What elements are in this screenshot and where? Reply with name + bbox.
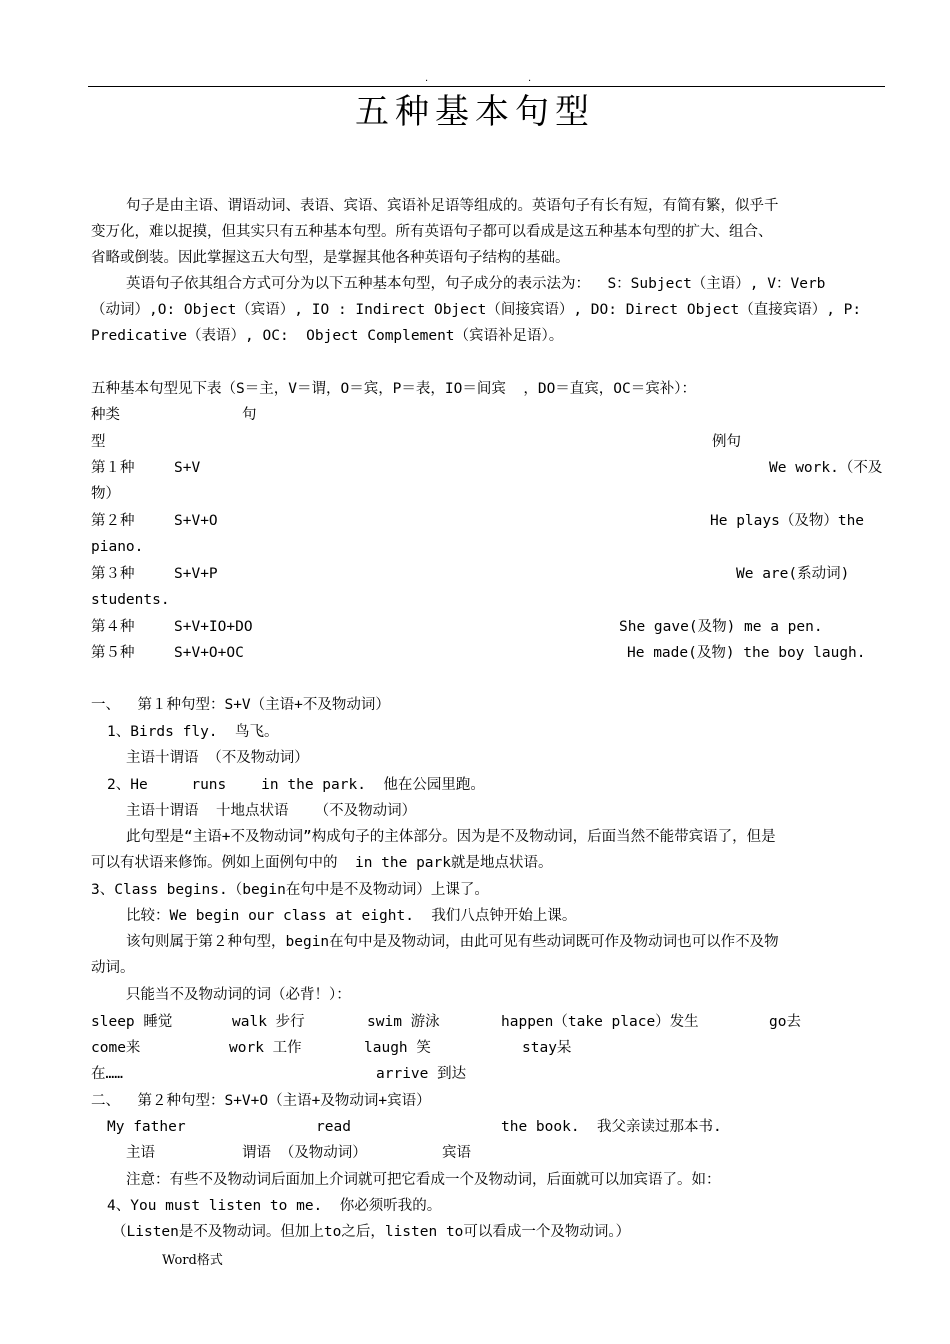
table-cell-example-cont: piano. (91, 539, 144, 555)
page-title: 五种基本句型 (355, 92, 595, 132)
table-cell-kind: 第４种 (91, 619, 135, 635)
word-item: come来 (91, 1040, 141, 1056)
word-item: arrive 到达 (376, 1066, 467, 1082)
word-item: swim 游泳 (367, 1014, 440, 1030)
intro-line: 省略或倒装。因此掌握这五大句型，是掌握其他各种英语句子结构的基础。 (91, 250, 570, 266)
table-cell-example: She gave(及物) me a pen. (619, 619, 823, 635)
table-cell-example: He made(及物) the boy laugh. (627, 645, 866, 661)
word-item: stay呆 (522, 1040, 572, 1056)
table-cell-kind: 第１种 (91, 460, 135, 476)
intro-line: Predicative（表语）, OC: Object Complement（宾语补足语）。 (91, 328, 564, 344)
table-cell-kind: 第２种 (91, 513, 135, 529)
example-object: the book. 我父亲读过那本书. (501, 1119, 722, 1135)
table-cell-example: He plays（及物）the (710, 513, 865, 529)
header-dot: · (425, 76, 429, 87)
table-cell-example-cont: students. (91, 592, 170, 608)
example-sentence: 1、Birds fly. 鸟飞。 (107, 724, 279, 740)
section-heading: 二、 第２种句型：S+V+O（主语+及物动词+宾语） (91, 1093, 431, 1109)
example-sentence: 2、He runs in the park. 他在公园里跑。 (107, 777, 485, 793)
table-cell-kind: 第５种 (91, 645, 135, 661)
word-item: walk 步行 (232, 1014, 305, 1030)
example-analysis: 主语 (126, 1145, 155, 1161)
table-cell-pattern: S+V+IO+DO (174, 619, 253, 635)
table-cell-kind: 第３种 (91, 566, 135, 582)
note-line: （Listen是不及物动词。但加上to之后，listen to可以看成一个及物动词。） (112, 1224, 631, 1240)
note-line: 注意：有些不及物动词后面加上介词就可把它看成一个及物动词，后面就可以加宾语了。如： (126, 1172, 721, 1188)
example-verb: read (316, 1119, 351, 1135)
header-dot: · (528, 76, 532, 87)
table-caption: 五种基本句型见下表（S＝主，V＝谓，O＝宾，P＝表，IO＝间宾 ，DO＝直宾，OC＝宾补）： (91, 381, 697, 397)
table-cell-pattern: S+V+P (174, 566, 218, 582)
explanation-line: 可以有状语来修饰。例如上面例句中的 in the park就是地点状语。 (91, 855, 553, 871)
table-header-pattern: 句 (242, 407, 257, 423)
table-cell-pattern: S+V (174, 460, 201, 476)
table-cell-pattern: S+V+O+OC (174, 645, 244, 661)
example-analysis: 主语十谓语 十地点状语 （不及物动词） (126, 803, 417, 819)
example-sentence: 3、Class begins.（begin在句中是不及物动词）上课了。 (91, 882, 489, 898)
section-heading: 一、 第１种句型：S+V（主语+不及物动词） (91, 697, 390, 713)
table-header-type: 种类 (91, 407, 120, 423)
word-item: work 工作 (229, 1040, 302, 1056)
example-analysis: 宾语 (442, 1145, 471, 1161)
word-list-title: 只能当不及物动词的词（必背！）： (126, 987, 351, 1003)
intro-line: 句子是由主语、谓语动词、表语、宾语、宾语补足语等组成的。英语句子有长有短，有简有繁，似乎千 (126, 198, 779, 214)
intro-line: 变万化，难以捉摸，但其实只有五种基本句型。所有英语句子都可以看成是这五种基本句型的扩大、组合、 (91, 224, 773, 240)
explanation-line: 该句则属于第２种句型，begin在句中是及物动词，由此可见有些动词既可作及物动词也可以作不及物 (126, 934, 779, 950)
explanation-line: 动词。 (91, 960, 135, 976)
word-item: go去 (769, 1014, 801, 1030)
table-cell-example: We are(系动词) (736, 566, 850, 582)
example-analysis: 谓语 （及物动词） (242, 1145, 367, 1161)
example-subject: My father (107, 1119, 186, 1135)
table-cell-pattern: S+V+O (174, 513, 218, 529)
table-header-example: 例句 (712, 434, 741, 450)
footer-label: Word格式 (162, 1253, 223, 1268)
example-sentence: 4、You must listen to me. 你必须听我的。 (107, 1198, 442, 1214)
example-analysis: 主语十谓语 （不及物动词） (126, 750, 309, 766)
word-item: happen（take place）发生 (501, 1014, 699, 1030)
comparison-line: 比较：We begin our class at eight. 我们八点钟开始上课。 (126, 908, 577, 924)
explanation-line: 此句型是“主语+不及物动词”构成句子的主体部分。因为是不及物动词，后面当然不能带宾语了，但是 (126, 829, 776, 845)
table-cell-example-cont: 物） (91, 486, 120, 502)
table-header-pattern: 型 (91, 434, 106, 450)
word-item: laugh 笑 (364, 1040, 431, 1056)
table-cell-example: We work.（不及 (769, 460, 883, 476)
intro-line: 英语句子依其组合方式可分为以下五种基本句型，句子成分的表示法为： S：Subject（主语）, V：Verb (126, 276, 826, 292)
intro-line: （动词）,O: Object（宾语）, IO : Indirect Object（间接宾语）, DO: Direct Object（直接宾语）, P: (91, 302, 862, 318)
word-item: 在…… (91, 1066, 123, 1082)
word-item: sleep 睡觉 (91, 1014, 173, 1030)
